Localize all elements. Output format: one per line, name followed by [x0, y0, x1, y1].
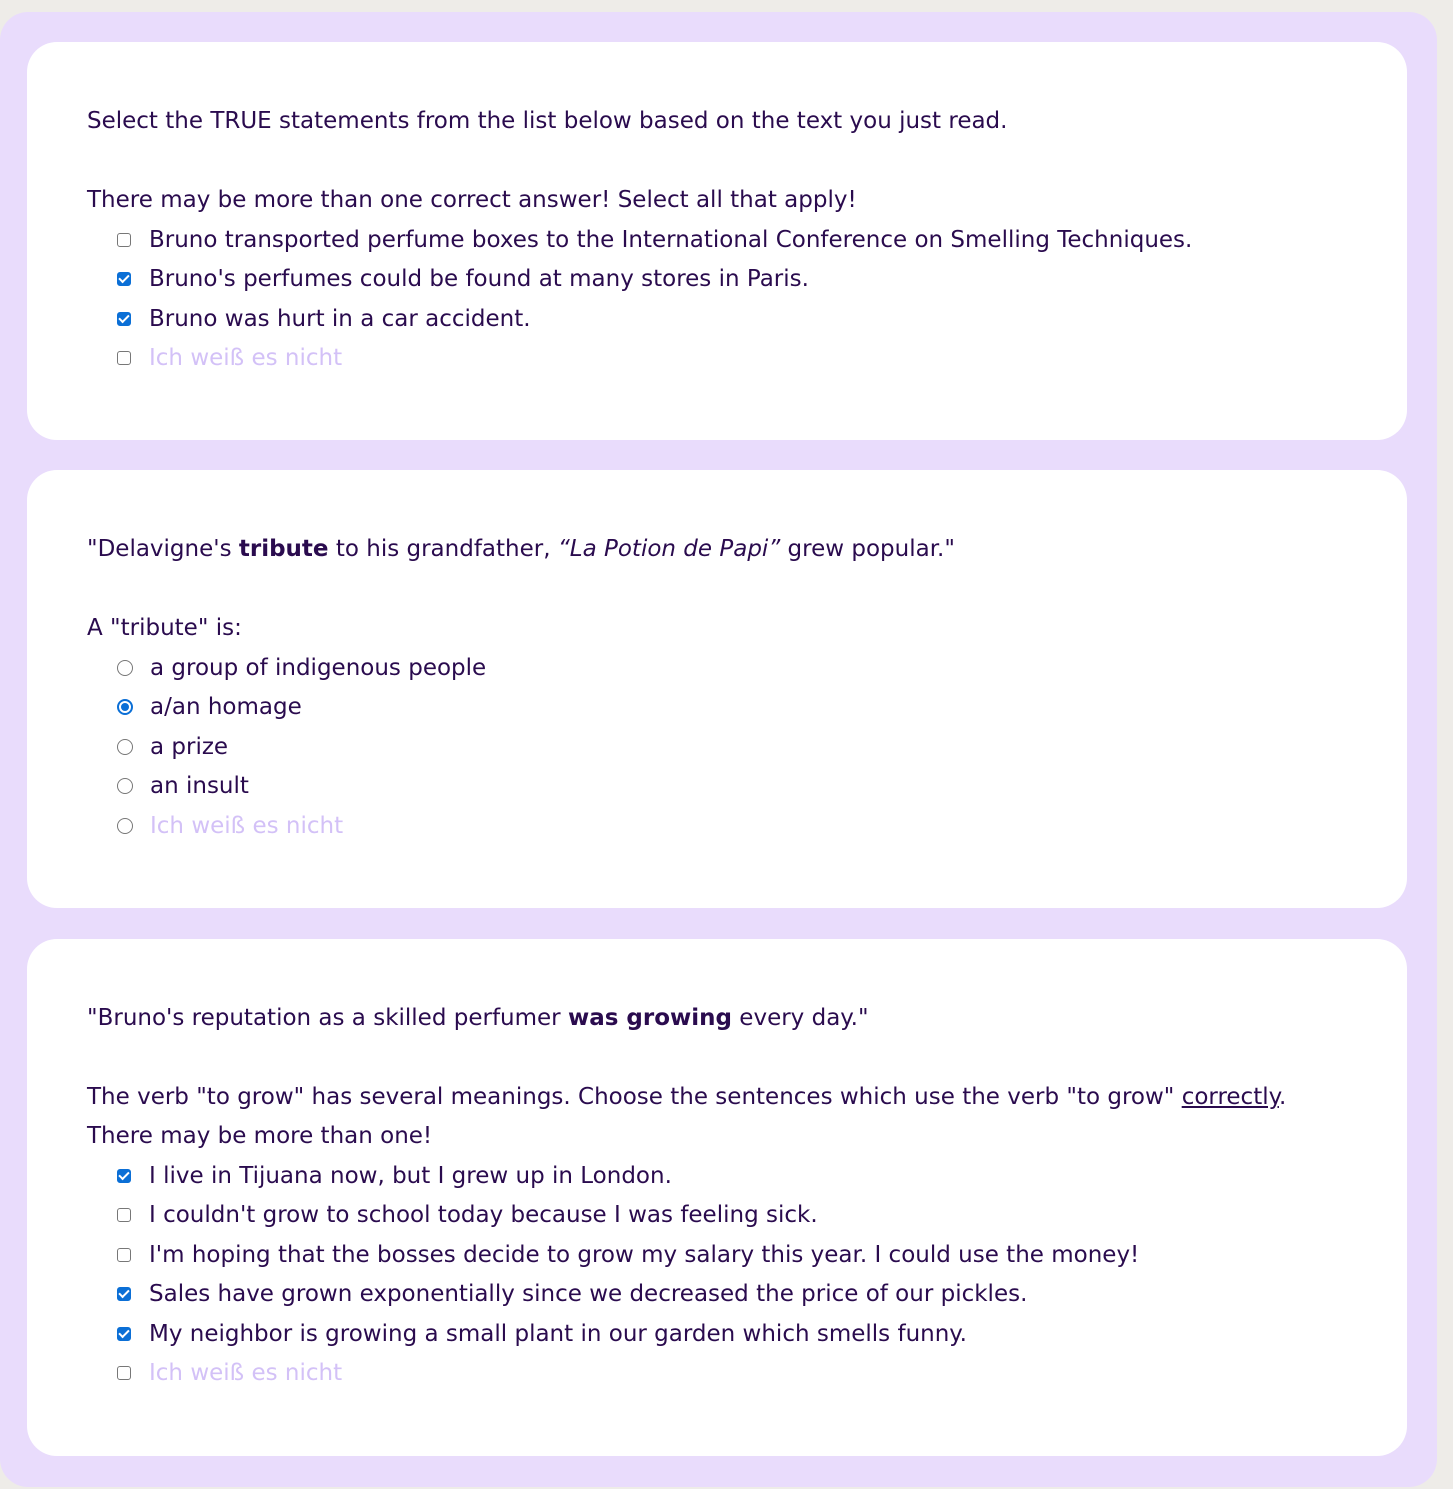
- option-label: Bruno's perfumes could be found at many stores in Paris.: [149, 266, 809, 293]
- radio-button[interactable]: [117, 778, 133, 794]
- radio-option[interactable]: [87, 767, 1347, 807]
- question-card-grow: [27, 939, 1407, 1456]
- option-label: Ich weiß es nicht: [149, 1360, 343, 1387]
- option-label: I live in Tijuana now, but I grew up in London.: [149, 1162, 672, 1189]
- option-label: Ich weiß es nicht: [150, 812, 344, 839]
- checkbox-option[interactable]: [87, 1314, 1347, 1354]
- checkbox-checked[interactable]: [117, 1169, 131, 1183]
- checkbox-option[interactable]: [87, 299, 1347, 339]
- checkbox[interactable]: [117, 1208, 131, 1222]
- checkbox-option[interactable]: [87, 260, 1347, 300]
- question-card-tribute: [27, 470, 1407, 908]
- option-label: an insult: [150, 773, 249, 800]
- question-hint: There may be more than one correct answer! Select all that apply!: [87, 187, 857, 213]
- option-label: Bruno transported perfume boxes to the International Conference on Smelling Techniques.: [149, 226, 1193, 253]
- option-label: I couldn't grow to school today because I was feeling sick.: [149, 1202, 818, 1229]
- radio-button[interactable]: [117, 818, 133, 834]
- question-prompt: The verb "to grow" has several meanings. Choose the sentences which use the verb "to grow" correctly. There may be more than one!: [87, 1084, 1287, 1149]
- checkbox-option-dont-know[interactable]: [87, 1354, 1347, 1394]
- option-label: a prize: [150, 733, 229, 760]
- checkbox-checked[interactable]: [117, 1287, 131, 1301]
- checkbox-option[interactable]: [87, 1156, 1347, 1196]
- radio-button[interactable]: [117, 739, 133, 755]
- option-label: a/an homage: [150, 694, 302, 721]
- radio-option[interactable]: [87, 648, 1347, 688]
- question-card-true-statements: [27, 42, 1407, 440]
- checkbox[interactable]: [117, 351, 131, 365]
- option-label: Bruno was hurt in a car accident.: [149, 305, 531, 332]
- question-quote: "Delavigne's tribute to his grandfather, “La Potion de Papi” grew popular.": [87, 536, 955, 562]
- question-prompt: A "tribute" is:: [87, 615, 242, 641]
- option-label: My neighbor is growing a small plant in our garden which smells funny.: [149, 1320, 967, 1347]
- option-label: a group of indigenous people: [150, 654, 487, 681]
- checkbox-option-dont-know[interactable]: [87, 339, 1347, 379]
- checkbox-option[interactable]: [87, 220, 1347, 260]
- checkbox-option[interactable]: [87, 1196, 1347, 1236]
- radio-button[interactable]: [117, 660, 133, 676]
- radio-button-selected[interactable]: [117, 699, 133, 715]
- radio-option-dont-know[interactable]: [87, 806, 1347, 846]
- radio-option[interactable]: [87, 727, 1347, 767]
- option-label: Ich weiß es nicht: [149, 345, 343, 372]
- option-label: I'm hoping that the bosses decide to grow my salary this year. I could use the money!: [149, 1241, 1140, 1268]
- question-quote: "Bruno's reputation as a skilled perfumer was growing every day.": [87, 1005, 869, 1031]
- checkbox[interactable]: [117, 1248, 131, 1262]
- checkbox-option[interactable]: [87, 1275, 1347, 1315]
- radio-option[interactable]: [87, 688, 1347, 728]
- checkbox-checked[interactable]: [117, 1327, 131, 1341]
- checkbox-option[interactable]: [87, 1235, 1347, 1275]
- checkbox-checked[interactable]: [117, 272, 131, 286]
- checkbox[interactable]: [117, 1366, 131, 1380]
- question-instruction: Select the TRUE statements from the list below based on the text you just read.: [87, 108, 1008, 134]
- checkbox-checked[interactable]: [117, 312, 131, 326]
- option-label: Sales have grown exponentially since we decreased the price of our pickles.: [149, 1281, 1028, 1308]
- checkbox[interactable]: [117, 233, 131, 247]
